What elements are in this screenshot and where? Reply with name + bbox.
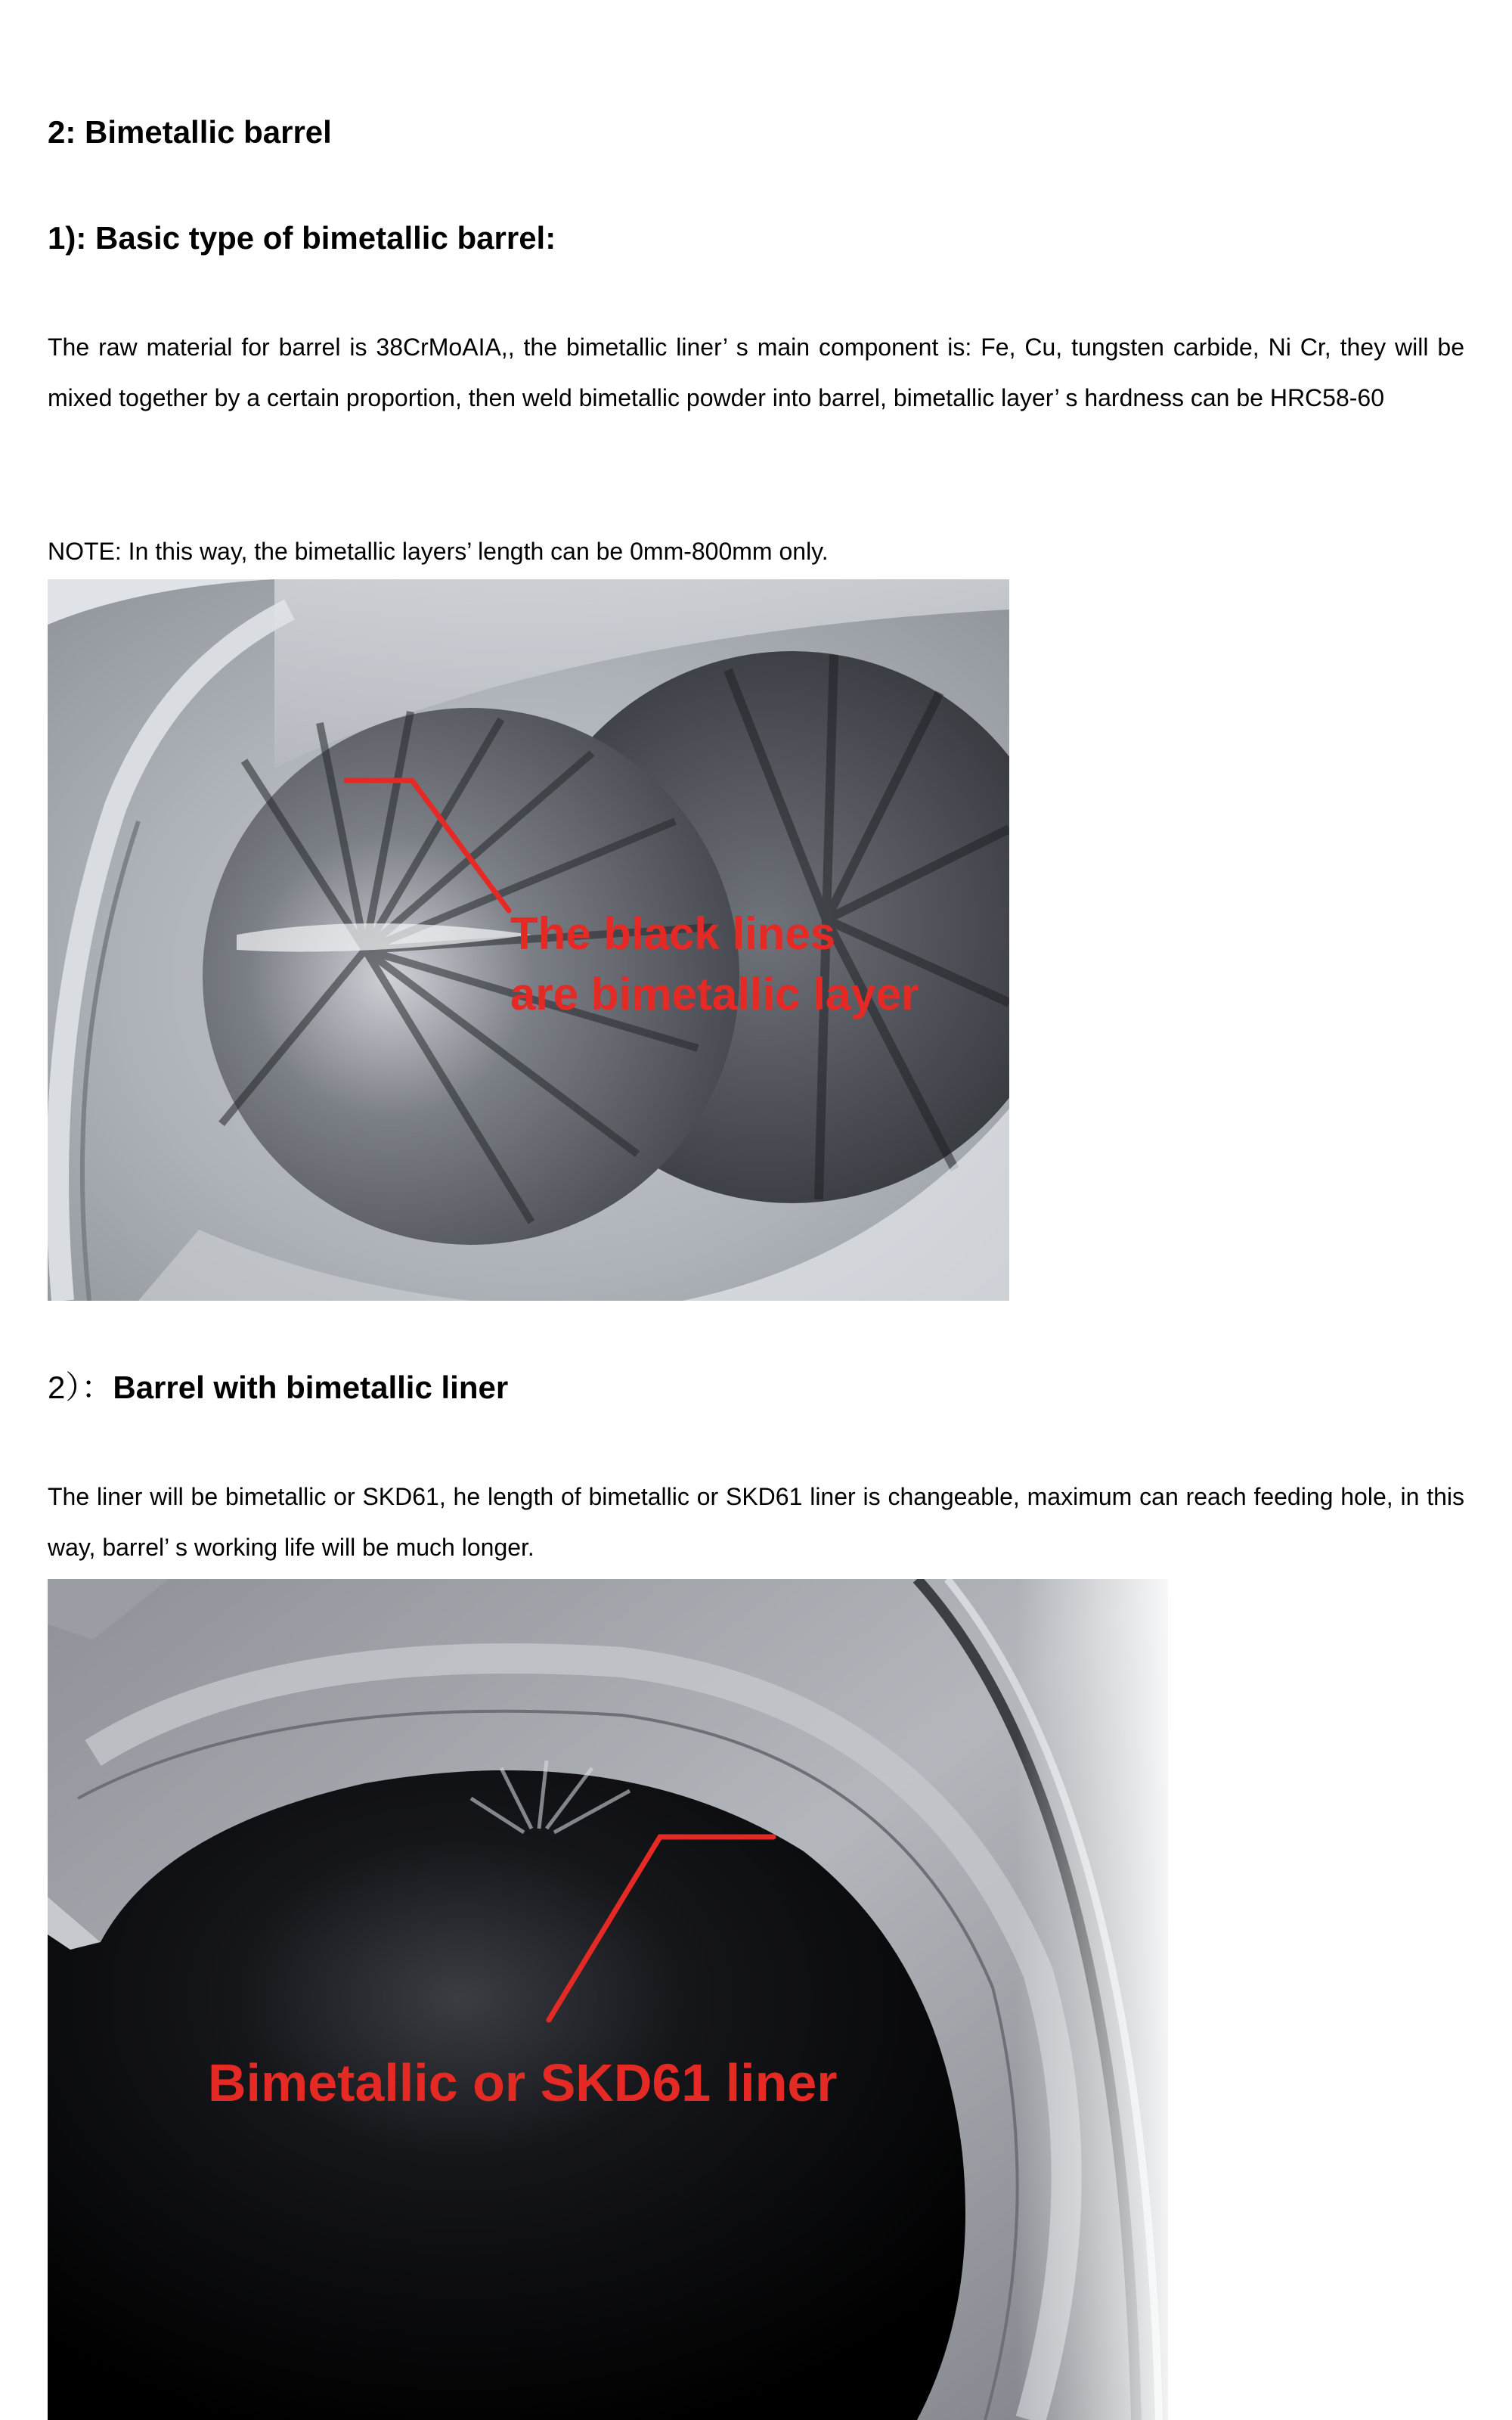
black-lines-label-line1: The black lines [510, 908, 836, 959]
liner-heading-prefix: 2）： [48, 1370, 113, 1405]
liner-heading [48, 1369, 508, 1407]
basic-type-paragraph: The raw material for barrel is 38CrMoAIA,, the bimetallic liner’ s main component is: Fe, Cu, tungsten carbide, Ni Cr, they will be mixed together by a certain proportion, then weld bimetallic powder into barrel, bimetallic layer’ s hardness can be HRC58-60 [48, 334, 1464, 411]
section-title: 2: Bimetallic barrel [48, 114, 332, 150]
liner-label: Bimetallic or SKD61 liner [208, 2053, 838, 2112]
liner-paragraph: The liner will be bimetallic or SKD61, he length of bimetallic or SKD61 liner is changeable, maximum can reach feeding hole, in this way, barrel’ s working life will be much longer. [48, 1483, 1464, 1561]
black-lines-label-line2: are bimetallic layer [510, 969, 919, 1019]
liner-photo [48, 1579, 1168, 2420]
length-note: NOTE: In this way, the bimetallic layers’ length can be 0mm-800mm only. [48, 538, 829, 565]
twin-bore-photo [48, 579, 1009, 1301]
liner-heading-text: Barrel with bimetallic liner [113, 1370, 509, 1405]
basic-type-heading: 1): Basic type of bimetallic barrel: [48, 220, 556, 256]
